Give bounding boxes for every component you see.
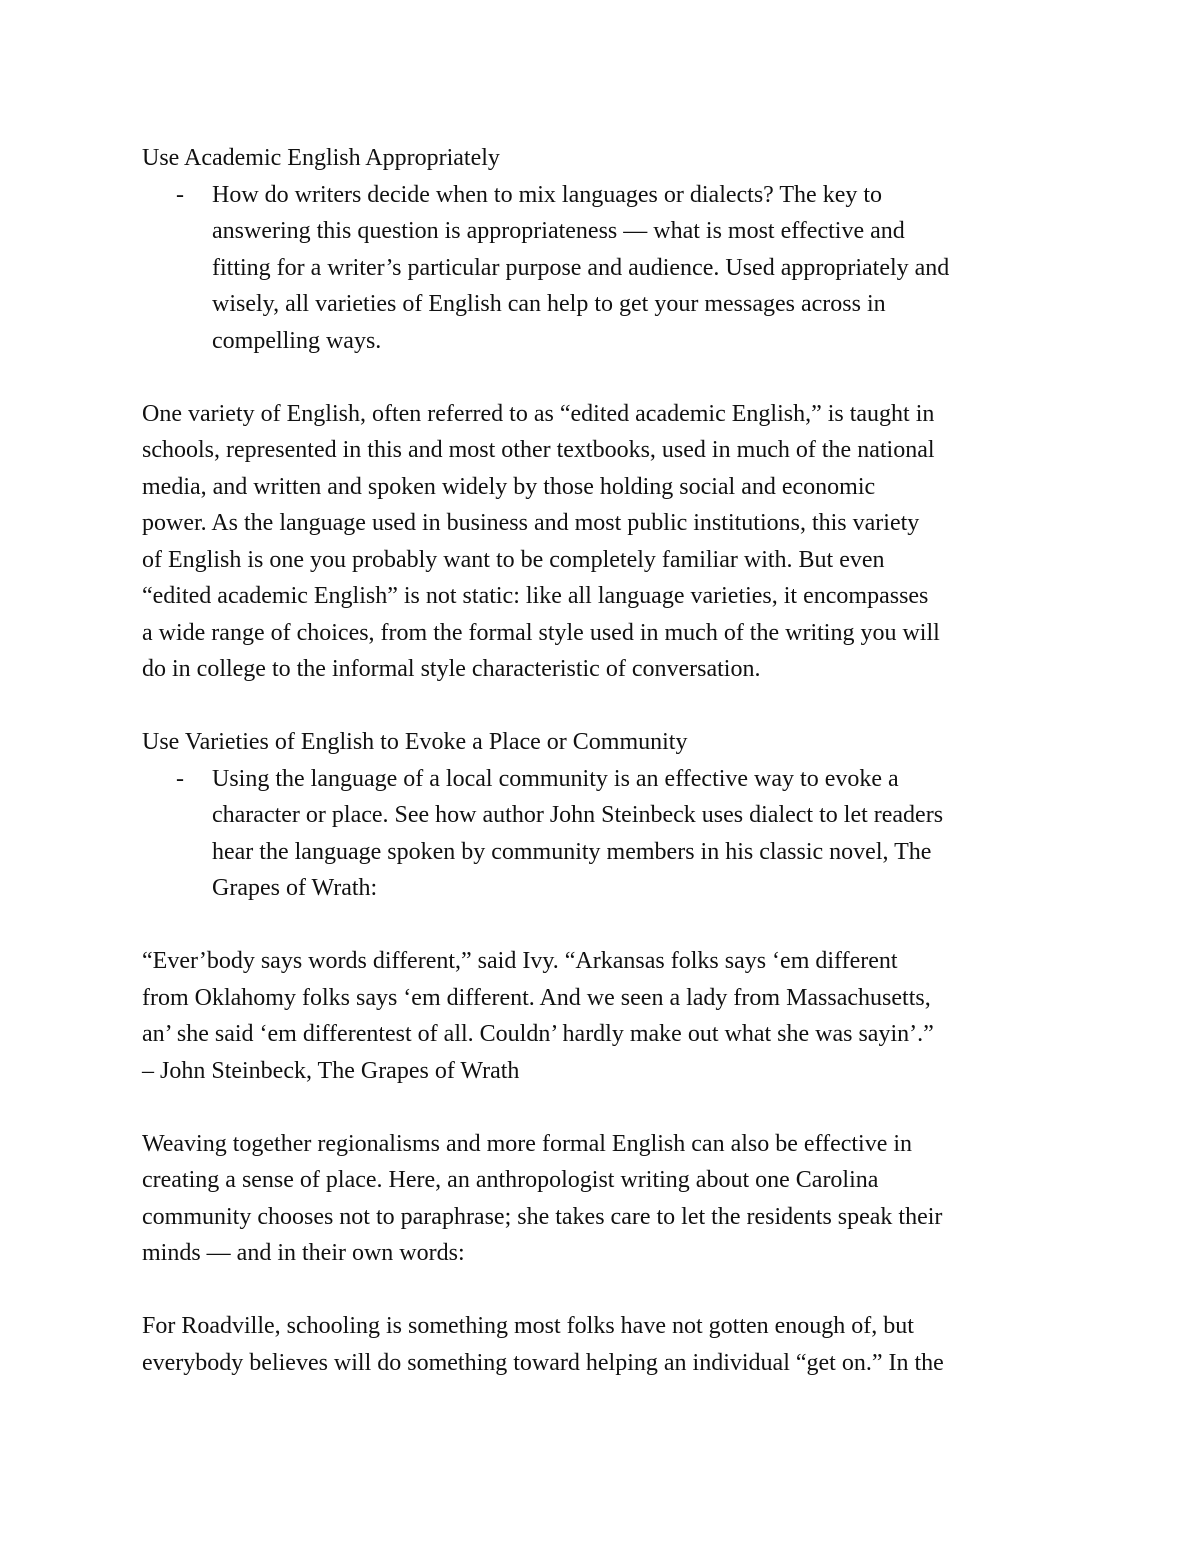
bullet-line: wisely, all varieties of English can help to get your messages across in: [212, 291, 886, 317]
paragraph-line: minds — and in their own words:: [142, 1240, 465, 1266]
paragraph-line: For Roadville, schooling is something most folks have not gotten enough of, but: [142, 1313, 914, 1339]
paragraph-line: One variety of English, often referred to as “edited academic English,” is taught in: [142, 400, 935, 427]
steinbeck-quote: [142, 943, 1072, 1089]
paragraph-line: community chooses not to paraphrase; she takes care to let the residents speak their: [142, 1203, 943, 1230]
bullet-line: compelling ways.: [212, 327, 382, 354]
paragraph-edited-academic-english: [142, 396, 1072, 688]
paragraph-line: power. As the language used in business and most public institutions, this variety: [142, 510, 920, 536]
bullet-text: [212, 761, 1072, 907]
paragraph-roadville: [142, 1308, 1072, 1381]
bullet-item-local-community: [142, 761, 1072, 907]
bullet-line: How do writers decide when to mix languages or dialects? The key to: [212, 181, 883, 208]
paragraph-line: “edited academic English” is not static: like all language varieties, it encompasses: [142, 583, 929, 609]
bullet-line: answering this question is appropriateness — what is most effective and: [212, 218, 905, 244]
bullet-dash: -: [176, 765, 184, 792]
paragraph-line: of English is one you probably want to be completely familiar with. But even: [142, 546, 885, 573]
bullet-line: character or place. See how author John Steinbeck uses dialect to let readers: [212, 802, 944, 828]
paragraph-line: schools, represented in this and most other textbooks, used in much of the national: [142, 437, 935, 463]
paragraph-line: do in college to the informal style characteristic of conversation.: [142, 656, 761, 682]
paragraph-line: a wide range of choices, from the formal style used in much of the writing you will: [142, 619, 940, 646]
bullet-line: fitting for a writer’s particular purpose and audience. Used appropriately and: [212, 254, 950, 281]
section-heading-varieties: Use Varieties of English to Evoke a Place or Community: [142, 729, 688, 755]
paragraph-line: everybody believes will do something toward helping an individual “get on.” In the: [142, 1349, 944, 1376]
paragraph-spacer: [142, 907, 1072, 944]
document-body: [142, 140, 1072, 1381]
bullet-line: Using the language of a local community is an effective way to evoke a: [212, 765, 899, 792]
paragraph-spacer: [142, 359, 1072, 396]
paragraph-spacer: [142, 688, 1072, 725]
paragraph-spacer: [142, 1089, 1072, 1126]
quote-line: an’ she said ‘em differentest of all. Couldn’ hardly make out what she was sayin’.”: [142, 1021, 934, 1047]
paragraph-regionalisms: [142, 1126, 1072, 1272]
quote-line: from Oklahomy folks says ‘em different. And we seen a lady from Massachusetts,: [142, 984, 931, 1011]
quote-attribution: – John Steinbeck, The Grapes of Wrath: [142, 1057, 520, 1084]
bullet-text: [212, 177, 1072, 360]
bullet-item-appropriateness: [142, 177, 1072, 360]
section-heading-academic-english: Use Academic English Appropriately: [142, 145, 500, 171]
bullet-line: Grapes of Wrath:: [212, 875, 378, 901]
bullet-line: hear the language spoken by community members in his classic novel, The: [212, 838, 932, 865]
paragraph-line: creating a sense of place. Here, an anthropologist writing about one Carolina: [142, 1167, 879, 1193]
paragraph-line: media, and written and spoken widely by those holding social and economic: [142, 473, 876, 500]
quote-line: “Ever’body says words different,” said Ivy. “Arkansas folks says ‘em different: [142, 948, 898, 974]
paragraph-line: Weaving together regionalisms and more formal English can also be effective in: [142, 1130, 913, 1157]
bullet-dash: -: [176, 181, 184, 208]
paragraph-spacer: [142, 1272, 1072, 1309]
